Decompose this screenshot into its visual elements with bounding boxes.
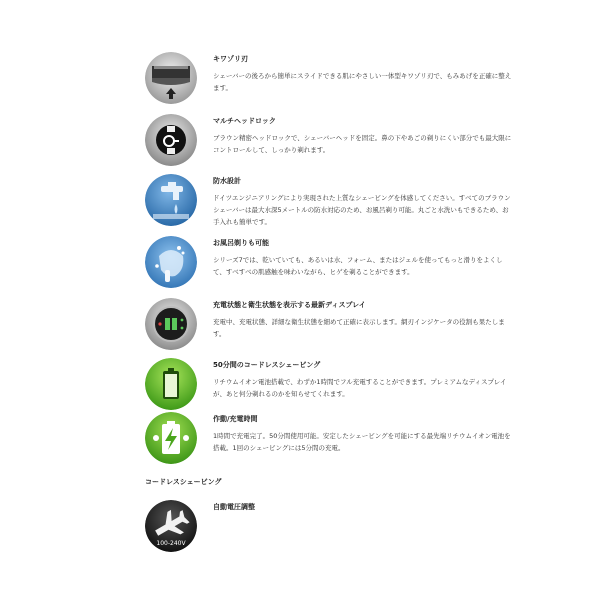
feature-voltage bbox=[145, 500, 505, 560]
charging-time-icon bbox=[145, 412, 197, 464]
trimmer-blade-icon bbox=[145, 52, 197, 104]
section-heading: コードレスシェービング bbox=[145, 478, 222, 486]
feature-description: ブラウン精密ヘッドロックで、シェーバーヘッドを固定。鼻の下やあごの剃りにくい部分でも最大限にコントロールして、しっかり剃れます。 bbox=[213, 134, 512, 154]
bath-shave-icon bbox=[145, 236, 197, 288]
feature-description: ドイツエンジニアリングにより実現された上質なシェービングを体感してください。すべてのブラウンシェーバーは最大水深5メートルの防水対応のため、お風呂剃り可能。丸ごと水洗いもできるため、お手入れも簡単です。 bbox=[213, 194, 511, 226]
head-lock-icon bbox=[145, 114, 197, 166]
feature-description: シェーバーの後ろから簡単にスライドできる肌にやさしい一体型キワゾリ刃で、もみあげを正確に整えます。 bbox=[213, 72, 512, 92]
feature-description: 充電中、充電状態、詳細な衛生状態を細めて正確に表示します。網刃インジケータの役割も果たします。 bbox=[213, 318, 505, 338]
feature-display bbox=[145, 298, 505, 358]
feature-description: シリーズ7では、乾いていても、あるいは水、フォーム、またはジェルを使ってもっと滑りをよくして、すべすべの肌感触を味わいながら、ヒゲを剃ることができます。 bbox=[213, 256, 503, 276]
feature-waterproof bbox=[145, 174, 511, 234]
feature-head-lock bbox=[145, 114, 512, 174]
feature-title: 作動/充電時間 bbox=[213, 415, 258, 423]
feature-battery bbox=[145, 358, 505, 418]
feature-description: 1時間で充電完了。50分間使用可能。安定したシェービングを可能にする最先端リチウムイオン電池を搭載。1回のシェービングには5分間の充電。 bbox=[213, 432, 511, 452]
feature-bath-shave bbox=[145, 236, 505, 296]
voltage-badge: 100-240V bbox=[156, 540, 186, 547]
battery-icon bbox=[145, 358, 197, 410]
display-icon bbox=[145, 298, 197, 350]
feature-title: 充電状態と衛生状態を表示する最新ディスプレイ bbox=[213, 301, 366, 309]
feature-charging-time bbox=[145, 412, 511, 472]
waterproof-faucet-icon bbox=[145, 174, 197, 226]
feature-title: 50分間のコードレスシェービング bbox=[213, 361, 321, 369]
feature-trimmer bbox=[145, 52, 512, 112]
feature-title: マルチヘッドロック bbox=[213, 117, 276, 125]
airplane-voltage-icon bbox=[145, 500, 197, 552]
feature-title: キワゾリ刃 bbox=[213, 55, 248, 63]
feature-title: お風呂剃りも可能 bbox=[213, 239, 269, 247]
feature-description: リチウムイオン電池搭載で、わずか1時間でフル充電することができます。プレミアムなディスプレイが、あと何分剃れるのかを知らせてくれます。 bbox=[213, 378, 507, 398]
feature-title: 自動電圧調整 bbox=[213, 503, 255, 511]
feature-title: 防水設計 bbox=[213, 177, 241, 185]
